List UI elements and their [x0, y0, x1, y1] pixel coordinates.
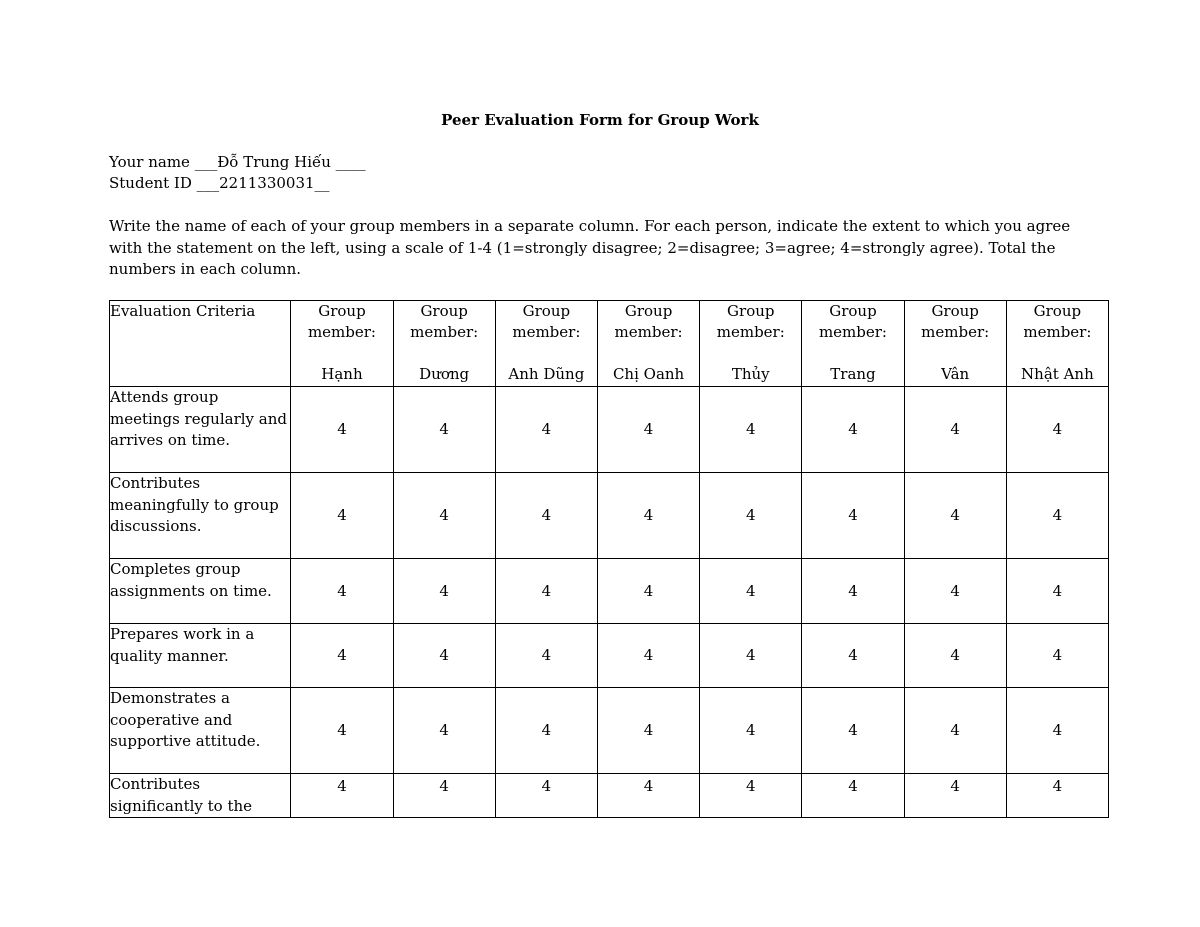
score-cell: 4 — [700, 473, 802, 559]
member-name: Anh Dũng — [508, 365, 585, 383]
score-cell: 4 — [393, 387, 495, 473]
score-cell: 4 — [1006, 688, 1108, 774]
member-header — [393, 301, 495, 387]
table-row — [110, 624, 1109, 688]
score-cell: 4 — [1006, 387, 1108, 473]
score-cell: 4 — [597, 473, 699, 559]
score-cell: 4 — [802, 774, 904, 818]
score-cell: 4 — [291, 387, 393, 473]
member-label: Group member: — [921, 302, 990, 341]
member-label: Group member: — [818, 302, 887, 341]
table-header-row — [110, 301, 1109, 387]
member-header — [700, 301, 802, 387]
score-cell: 4 — [495, 624, 597, 688]
score-cell: 4 — [393, 774, 495, 818]
member-header — [597, 301, 699, 387]
member-name: Chị Oanh — [612, 365, 685, 383]
member-label: Group member: — [410, 302, 479, 341]
criterion-cell: Demonstrates a cooperative and supportive attitude. — [110, 688, 291, 774]
member-header — [291, 301, 393, 387]
table-row — [110, 387, 1109, 473]
score-cell: 4 — [495, 688, 597, 774]
criteria-header: Evaluation Criteria — [110, 301, 291, 387]
criterion-cell: Attends group meetings regularly and arrives on time. — [110, 387, 291, 473]
score-cell: 4 — [700, 774, 802, 818]
score-cell: 4 — [802, 688, 904, 774]
score-cell: 4 — [700, 559, 802, 624]
score-cell: 4 — [904, 774, 1006, 818]
member-label: Group member: — [1023, 302, 1092, 341]
score-cell: 4 — [495, 473, 597, 559]
score-cell: 4 — [597, 387, 699, 473]
score-cell: 4 — [904, 688, 1006, 774]
score-cell: 4 — [1006, 473, 1108, 559]
score-cell: 4 — [597, 624, 699, 688]
score-cell: 4 — [904, 473, 1006, 559]
score-cell: 4 — [1006, 774, 1108, 818]
score-cell: 4 — [904, 624, 1006, 688]
score-cell: 4 — [291, 688, 393, 774]
member-label: Group member: — [716, 302, 785, 341]
table-row — [110, 688, 1109, 774]
your-name-line: Your name ___Đỗ Trung Hiếu ____ — [109, 153, 366, 171]
member-name: Vân — [941, 365, 970, 383]
member-name: Hạnh — [321, 365, 363, 383]
member-name: Thủy — [731, 365, 770, 383]
score-cell: 4 — [393, 624, 495, 688]
score-cell: 4 — [904, 387, 1006, 473]
form-title: Peer Evaluation Form for Group Work — [441, 111, 759, 129]
member-name: Trang — [830, 365, 876, 383]
score-cell: 4 — [291, 559, 393, 624]
score-cell: 4 — [291, 624, 393, 688]
member-header — [495, 301, 597, 387]
score-cell: 4 — [1006, 559, 1108, 624]
instructions-paragraph: Write the name of each of your group members in a separate column. For each person, indicate the extent to which you agree with the statement on the left, using a scale of 1-4 (1=strongly disagree; 2=disagree; 3=agree; 4=strongly agree). Total the numbers in each column. — [109, 217, 1071, 278]
member-name: Dương — [419, 365, 470, 383]
criterion-cell: Contributes significantly to the — [110, 774, 291, 818]
criterion-cell: Prepares work in a quality manner. — [110, 624, 291, 688]
evaluation-table — [109, 300, 1109, 818]
score-cell: 4 — [700, 624, 802, 688]
score-cell: 4 — [802, 387, 904, 473]
member-header — [1006, 301, 1108, 387]
member-label: Group member: — [307, 302, 376, 341]
table-row — [110, 774, 1109, 818]
criterion-cell: Contributes meaningfully to group discussions. — [110, 473, 291, 559]
score-cell: 4 — [495, 387, 597, 473]
member-name: Nhật Anh — [1021, 365, 1094, 383]
score-cell: 4 — [904, 559, 1006, 624]
score-cell: 4 — [700, 387, 802, 473]
member-header — [904, 301, 1006, 387]
table-row — [110, 473, 1109, 559]
member-label: Group member: — [614, 302, 683, 341]
member-header — [802, 301, 904, 387]
member-label: Group member: — [512, 302, 581, 341]
table-row — [110, 559, 1109, 624]
student-id-line: Student ID ___2211330031__ — [109, 174, 330, 192]
score-cell: 4 — [291, 774, 393, 818]
score-cell: 4 — [597, 774, 699, 818]
score-cell: 4 — [291, 473, 393, 559]
score-cell: 4 — [393, 559, 495, 624]
score-cell: 4 — [495, 559, 597, 624]
score-cell: 4 — [1006, 624, 1108, 688]
score-cell: 4 — [393, 473, 495, 559]
score-cell: 4 — [393, 688, 495, 774]
criterion-cell: Completes group assignments on time. — [110, 559, 291, 624]
score-cell: 4 — [700, 688, 802, 774]
score-cell: 4 — [802, 473, 904, 559]
score-cell: 4 — [495, 774, 597, 818]
score-cell: 4 — [597, 559, 699, 624]
score-cell: 4 — [597, 688, 699, 774]
score-cell: 4 — [802, 559, 904, 624]
score-cell: 4 — [802, 624, 904, 688]
